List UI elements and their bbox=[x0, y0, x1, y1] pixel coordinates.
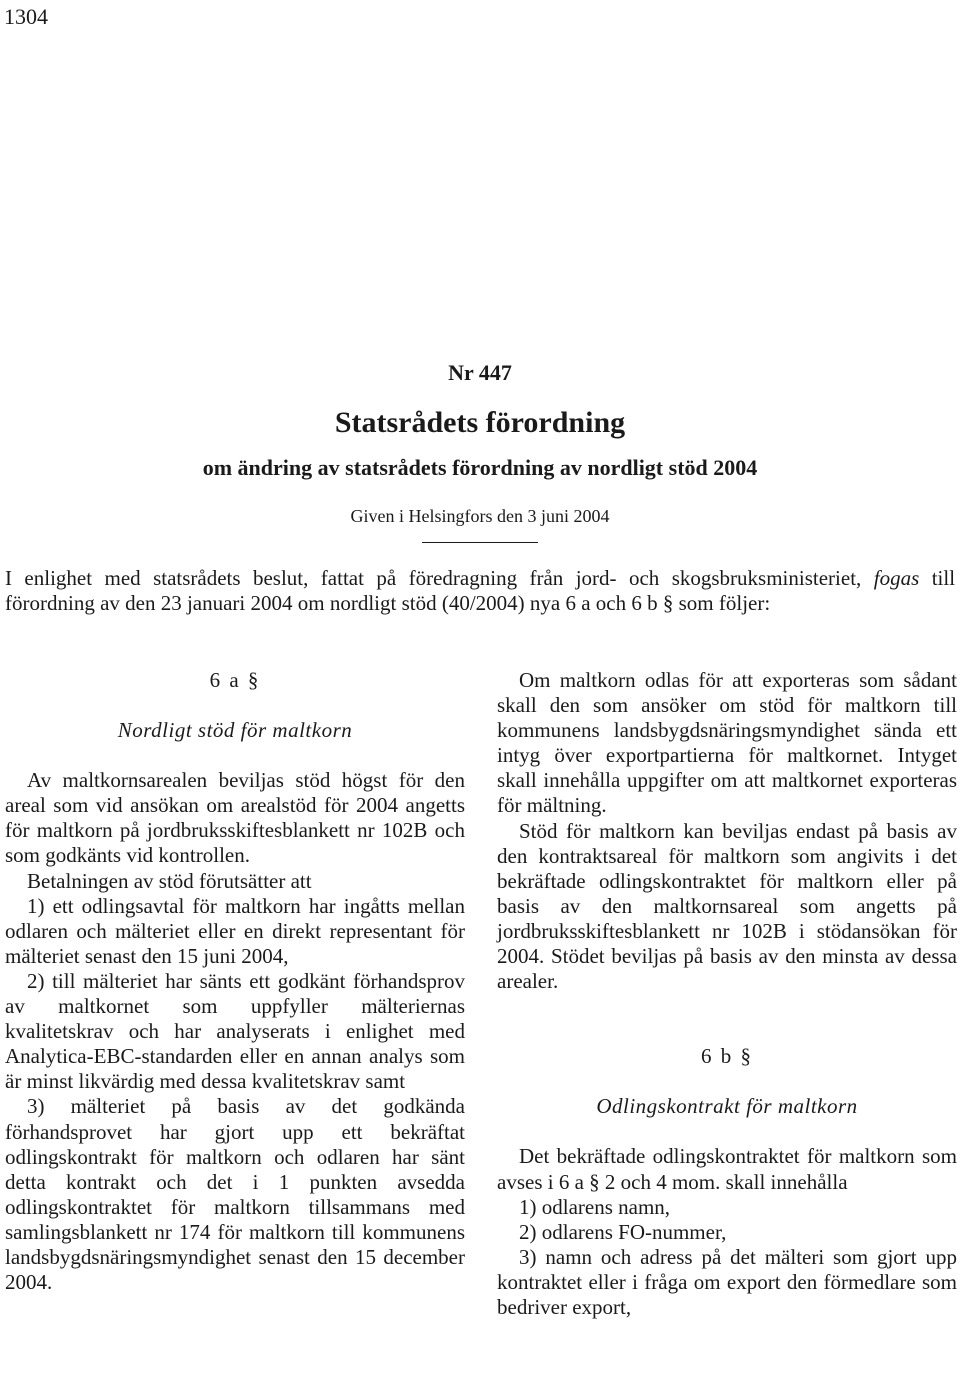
section-6a-conditions-list bbox=[5, 894, 465, 1296]
document-title: Statsrådets förordning bbox=[334, 406, 626, 439]
section-6a-item-1: 1) ett odlingsavtal för maltkorn har ingåtts mellan odlaren och mälteriet eller en direkt representant för mälteriet senast den 15 juni 2004, bbox=[5, 893, 465, 968]
section-6b-number: 6 b § bbox=[701, 1044, 753, 1069]
section-6b-item-2: 2) odlarens FO-nummer, bbox=[519, 1219, 727, 1244]
preamble-part-1: I enlighet med statsrådets beslut, fattat på föredragning från jord- och skogsbruksministeriet, bbox=[5, 566, 862, 590]
section-6a-paragraph-4: Stöd för maltkorn kan beviljas endast på basis av den kontraktsareal för maltkorn som angivits i det bekräftade odlingskontraktet för maltkorn eller på basis av den maltkornsareal som angetts på jordbruksskiftesblankett nr 102B i stödansökan för 2004. Stödet beviljas på basis av den minsta av dessa arealer. bbox=[497, 818, 957, 994]
section-6b-title: Odlingskontrakt för maltkorn bbox=[596, 1094, 858, 1119]
section-6b-item-1: 1) odlarens namn, bbox=[519, 1194, 671, 1219]
preamble-part-2: till förordning av den 23 januari 2004 om nordligt stöd (40/2004) nya 6 a och 6 b § som följer: bbox=[5, 566, 956, 615]
section-6a-number: 6 a § bbox=[209, 668, 261, 692]
section-6a-item-2: 2) till mälteriet har sänts ett godkänt förhandsprov av maltkornet som uppfyller mälteriernas kvalitetskrav och har analyserats i enlighet med Analytica-EBC-standarden eller en annan analys som är minst likvärdig med dessa kvalitetskrav samt bbox=[5, 968, 465, 1094]
section-6a-paragraph-3: Om maltkorn odlas för att exporteras som sådant skall den som ansöker om stöd för maltkorn till kommunens landsbygdsnäringsmyndighet sända ett intyg över exportpartierna för maltkornet. Intyget skall innehålla uppgifter om att maltkornet exporteras för mältning. bbox=[497, 668, 957, 818]
preamble-emphasis: fogas bbox=[873, 566, 920, 590]
section-6b-paragraph-1: Det bekräftade odlingskontraktet för maltkorn som avses i 6 a § 2 och 4 mom. skall innehålla bbox=[497, 1144, 957, 1194]
statute-number: Nr 447 bbox=[448, 360, 512, 385]
page-number: 1304 bbox=[4, 4, 48, 29]
left-column bbox=[5, 668, 465, 1295]
section-6b-item-3: 3) namn och adress på det mälteri som gjort upp kontraktet eller i fråga om export den förmedlare som bedriver export, bbox=[497, 1244, 957, 1319]
section-6b-contents-list bbox=[497, 1195, 957, 1320]
section-6a-item-3: 3) mälteriet på basis av det godkända förhandsprovet har gjort upp ett bekräftat odlingskontrakt för maltkorn och odlaren har sänt detta kontrakt och det i 1 punkten avsedda odlingskontraktet för maltkorn tillsammans med samlingsblankett nr 174 för maltkorn till kommunens landsbygdsnäringsmyndighet senast den 15 december 2004. bbox=[5, 1094, 465, 1295]
section-6a-title: Nordligt stöd för maltkorn bbox=[117, 718, 353, 743]
document-subtitle: om ändring av statsrådets förordning av nordligt stöd 2004 bbox=[202, 455, 758, 480]
given-date-line: Given i Helsingfors den 3 juni 2004 bbox=[350, 506, 610, 526]
preamble bbox=[5, 566, 955, 616]
right-column bbox=[497, 668, 957, 1320]
section-6a-paragraph-2: Betalningen av stöd förutsätter att bbox=[27, 868, 312, 893]
section-6a-paragraph-1: Av maltkornsarealen beviljas stöd högst för den areal som vid ansökan om arealstöd för 2004 angetts för maltkorn på jordbruksskiftesblankett nr 102B och som godkänts vid kontrollen. bbox=[5, 768, 465, 868]
header-divider bbox=[422, 542, 538, 543]
